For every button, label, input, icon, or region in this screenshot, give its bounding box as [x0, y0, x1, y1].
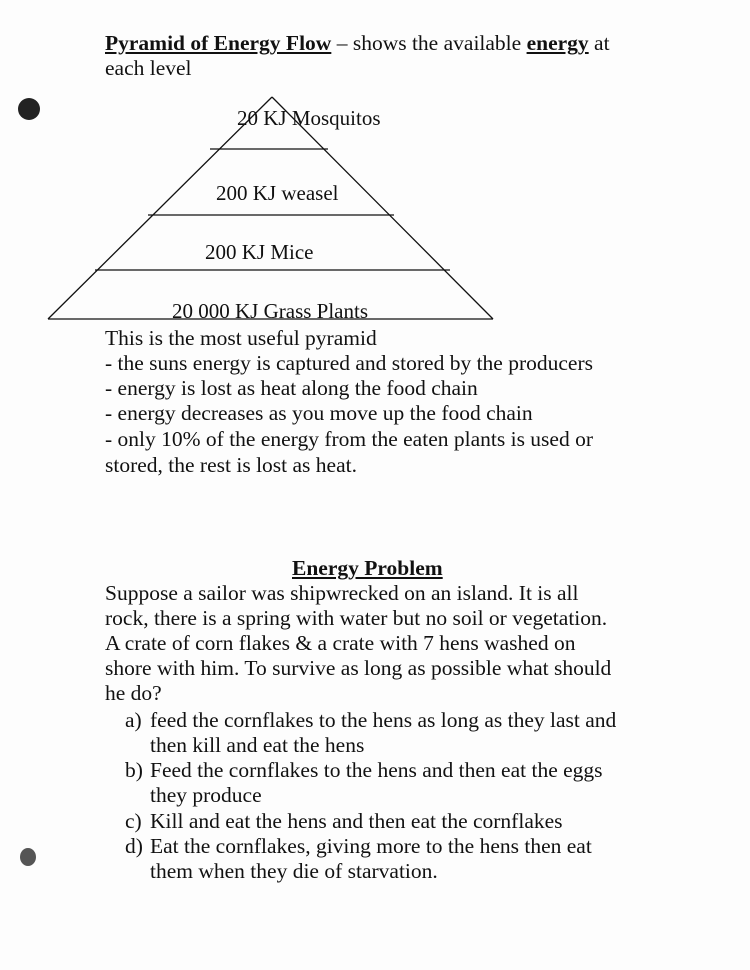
- pyramid-level-weasel: 200 KJ weasel: [216, 181, 339, 205]
- option-a-line: then kill and eat the hens: [150, 733, 365, 757]
- note-line: This is the most useful pyramid: [105, 326, 377, 350]
- problem-line: rock, there is a spring with water but no soil or vegetation.: [105, 606, 608, 630]
- option-b-line: they produce: [150, 783, 262, 807]
- option-a-letter: a): [125, 708, 142, 732]
- note-line: - energy is lost as heat along the food chain: [105, 376, 478, 400]
- note-line: - only 10% of the energy from the eaten plants is used or: [105, 427, 594, 451]
- problem-line: A crate of corn flakes & a crate with 7 hens washed on: [105, 631, 576, 655]
- option-d-line: them when they die of starvation.: [150, 859, 438, 883]
- note-line: stored, the rest is lost as heat.: [105, 453, 357, 477]
- heading-line-2: each level: [105, 56, 192, 80]
- problem-title: Energy Problem: [292, 556, 443, 580]
- pyramid-level-mosquitos: 20 KJ Mosquitos: [237, 106, 381, 130]
- energy-pyramid: [0, 0, 750, 340]
- problem-line: he do?: [105, 681, 162, 705]
- pyramid-level-mice: 200 KJ Mice: [205, 240, 314, 264]
- option-d-letter: d): [125, 834, 143, 858]
- heading-text: – shows the available: [331, 31, 527, 55]
- punch-hole-mark: [20, 848, 36, 866]
- heading-end: at: [588, 31, 610, 55]
- problem-line: Suppose a sailor was shipwrecked on an island. It is all: [105, 581, 579, 605]
- option-b-letter: b): [125, 758, 143, 782]
- option-a-line: feed the cornflakes to the hens as long as they last and: [150, 708, 617, 732]
- pyramid-level-grass: 20 000 KJ Grass Plants: [172, 299, 369, 319]
- option-d-line: Eat the cornflakes, giving more to the hens then eat: [150, 834, 592, 858]
- note-line: - energy decreases as you move up the food chain: [105, 401, 533, 425]
- heading-keyword: energy: [526, 31, 589, 55]
- option-b-line: Feed the cornflakes to the hens and then eat the eggs: [150, 758, 603, 782]
- option-c-line: Kill and eat the hens and then eat the cornflakes: [150, 809, 563, 833]
- option-c-letter: c): [125, 809, 142, 833]
- note-line: - the suns energy is captured and stored by the producers: [105, 351, 593, 375]
- heading-title: Pyramid of Energy Flow: [105, 31, 332, 55]
- problem-line: shore with him. To survive as long as possible what should: [105, 656, 612, 680]
